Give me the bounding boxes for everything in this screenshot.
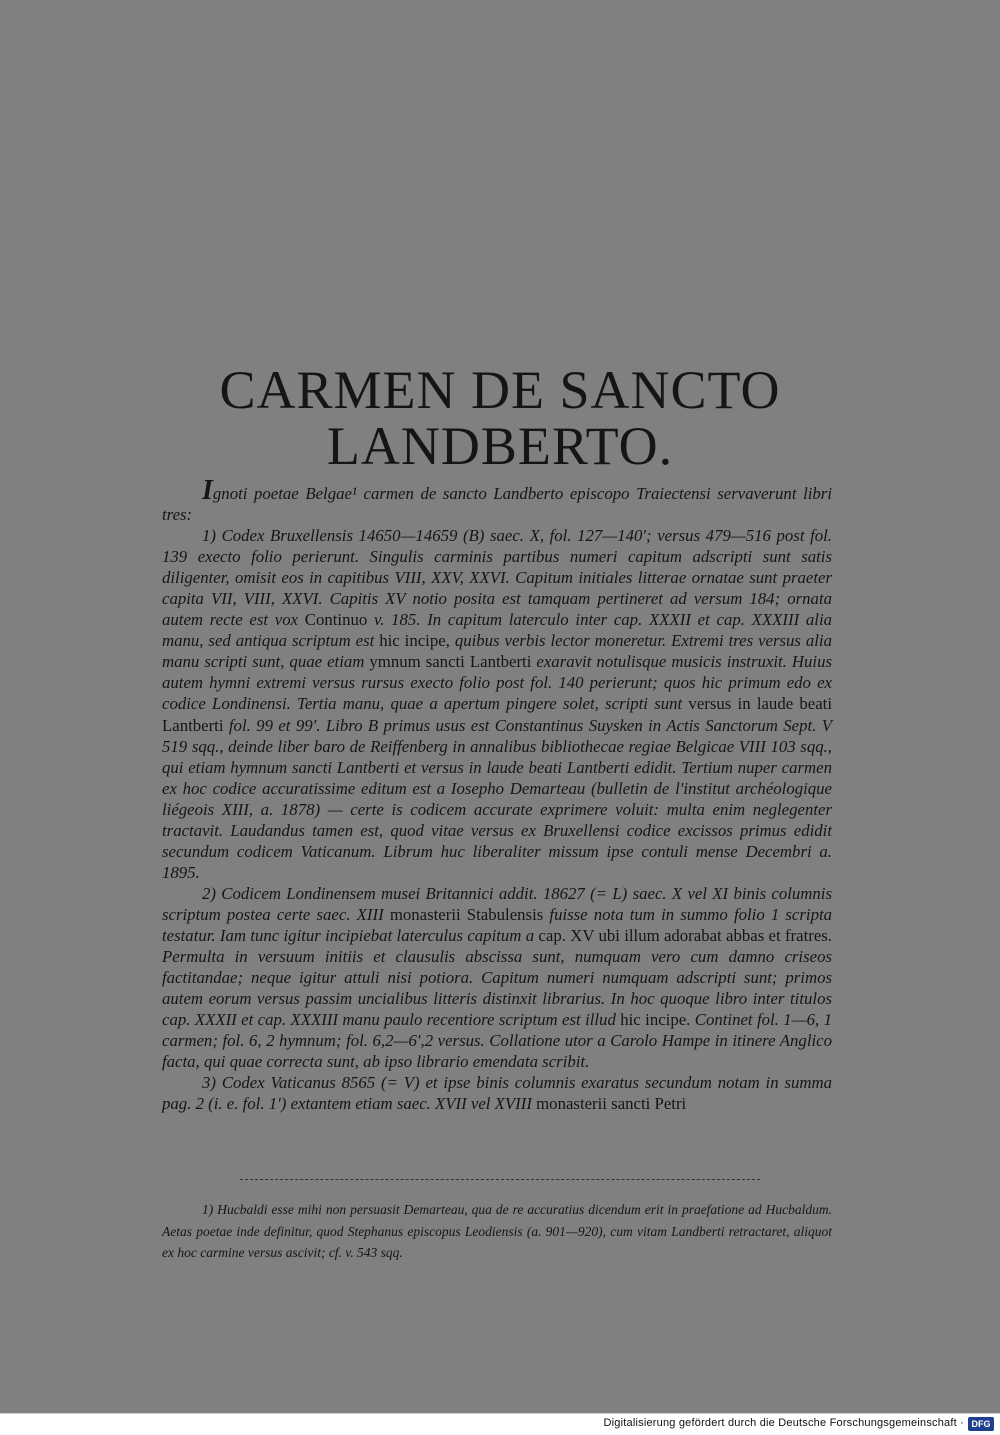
- text-run: exaravit notulisque musicis instruxit. Huius autem hymni extremi versus rursus execto folio post fol. 140 perierunt; quos hic primum edo ex codice Londinensi. Tertia manu, quae a apertum pingere solet, scripti sunt: [162, 652, 832, 714]
- footer-credit: Digitalisierung gefördert durch die Deutsche Forschungsgemeinschaft ·: [603, 1417, 964, 1429]
- text-run: Permulta in versuum initiis et clausulis abscissa sunt, numquam vero cum damno criseos factitandae; neque igitur attuli nisi potiora. Capitum numeri numquam adscripti sunt; primos autem eorum versus passim uncialibus litteris distinxit librarius. In hoc quoque libro inter titulos cap. XXXII et cap. XXXIII manu paulo recentiore scriptum est illud: [162, 947, 832, 1030]
- text-run-upright: hic incipe.: [620, 1010, 691, 1030]
- text-run: 3) Codex Vaticanus 8565 (= V) et ipse binis columnis exaratus secundum notam in summa pag. 2 (i. e. fol. 1′) extantem etiam saec. XVII vel XVIII: [162, 1073, 832, 1114]
- footer-bar: [0, 1413, 1000, 1435]
- text-run-upright: ymnum sancti Lantberti: [369, 652, 532, 672]
- intro-paragraph: [162, 475, 832, 525]
- text-run: quibus verbis lector moneretur. Extremi tres versus alia manu scripti sunt, quae etiam: [162, 631, 832, 672]
- title-line-1: CARMEN DE SANCTO: [219, 360, 781, 420]
- text-run: fuisse nota tum in summo folio 1 scripta testatur. Iam tunc igitur incipiebat laterculus capitum a: [162, 904, 833, 945]
- body-text: [162, 475, 833, 1114]
- page-title: [150, 362, 850, 474]
- text-run: 1) Codex Bruxellensis 14650—14659 (B) saec. X, fol. 127—140′; versus 479—516 post fol. 139 execto folio perierunt. Singulis carminis partibus numeri capitum adscripti sunt satis diligenter, omisit eos in capitibus VIII, XXV, XXVI. Capitum initiales litterae ornatae sunt praeter capita VII, VIII, XXVI. Capitis XV notio posita est tamquam pertineret ad versum 184; ornata autem recte est vox: [162, 526, 832, 630]
- text-run-upright: Continuo: [304, 610, 368, 630]
- text-run: Continet fol. 1—6, 1 carmen; fol. 6, 2 hymnum; fol. 6,2—6′,2 versus. Collatione utor a Carolo Hampe in itinere Anglico facta, qui quae correcta sunt, ab ipso librario emendata scribit.: [162, 1010, 832, 1072]
- intro-text: gnoti poetae Belgae¹ carmen de sancto Landberto episcopo Traiectensi servaverunt libri tres:: [162, 484, 832, 525]
- text-run-upright: monasterii sancti Petri: [536, 1094, 687, 1114]
- text-run-upright: versus in laude beati Lantberti: [162, 694, 832, 735]
- text-run: fol. 99 et 99′. Libro B primus usus est Constantinus Suysken in Actis Sanctorum Sept. V 519 sqq., deinde liber baro de Reiffenberg in annalibus bibliothecae regiae Belgicae VIII 103 sqq., qui etiam hymnum sancti Lantberti et versus in laude beati Lantberti edidit. Tertium nuper carmen ex hoc codice accuratissime editum est a Iosepho Demarteau (bulletin de l'institut archéologique liégeois XIII, a. 1878) — certe is codicem accurate exprimere voluit: multa enim neglegenter tractavit. Laudandus tamen est, quod vitae versus ex Bruxellensi codice excissos primus edidit secundum codicem Vaticanum. Librum huc liberaliter missum ipse contuli mense Decembri a. 1895.: [162, 715, 832, 882]
- text-run-upright: hic incipe,: [379, 631, 450, 651]
- text-run-upright: cap. XV ubi illum adorabat abbas et fratres.: [538, 925, 832, 945]
- paragraph-codex-vaticanus: [162, 1072, 832, 1114]
- paragraph-codex-londinensis: [162, 883, 832, 1072]
- footnote: 1) Hucbaldi esse mihi non persuasit Demarteau, qua de re accuratius dicendum erit in praefatione ad Hucbaldum. Aetas poetae inde definitur, quod Stephanus episcopus Leodiensis (a. 901—920), cum vitam Landberti retractaret, aliquot ex hoc carmine versus ascivit; cf. v. 543 sqq.: [162, 1202, 832, 1260]
- drop-cap: I: [202, 475, 213, 506]
- title-line-2: LANDBERTO.: [326, 416, 674, 476]
- dfg-logo-icon: DFG: [968, 1417, 994, 1431]
- text-run: v. 185. In capitum laterculo inter cap. XXXII et cap. XXXIII alia manu, sed antiqua scriptum est: [162, 610, 832, 651]
- paragraph-codex-bruxellensis: [162, 525, 832, 883]
- text-run: 2) Codicem Londinensem musei Britannici addit. 18627 (= L) saec. X vel XI binis columnis scriptum postea certe saec. XIII: [162, 883, 832, 924]
- text-run-upright: monasterii Stabulensis: [389, 904, 544, 924]
- footnote-rule: [240, 1179, 760, 1180]
